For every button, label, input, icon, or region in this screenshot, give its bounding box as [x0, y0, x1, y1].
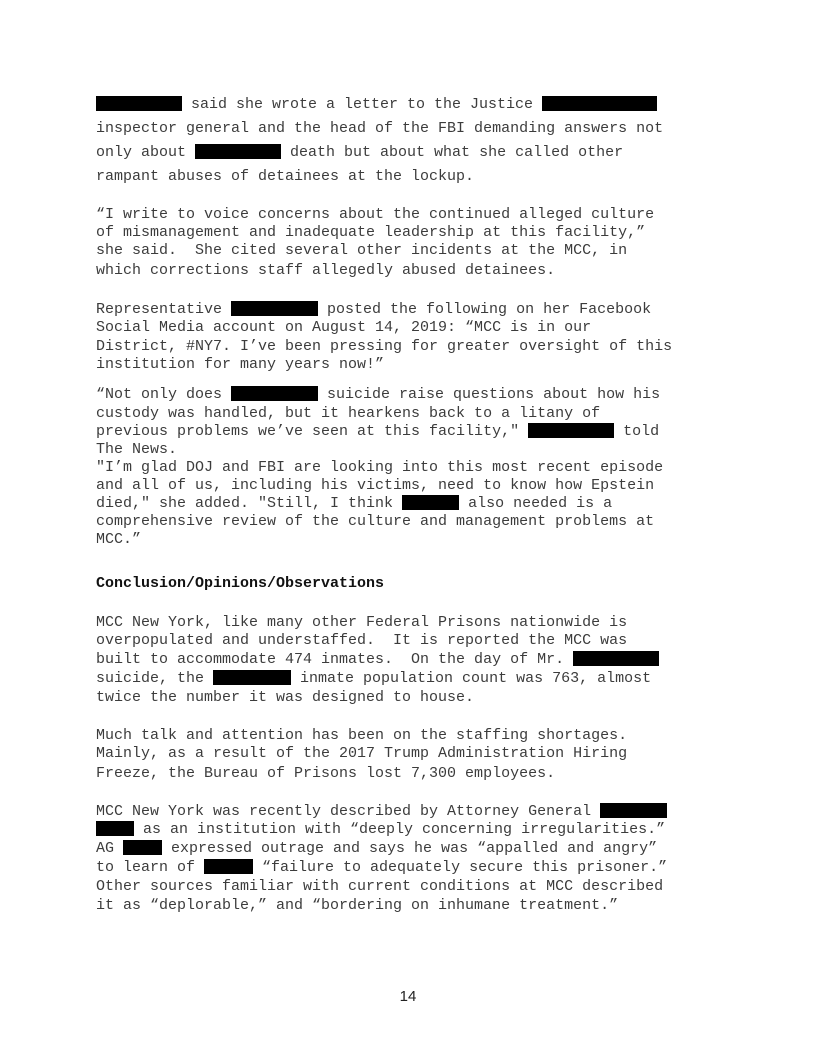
redaction-block	[231, 386, 318, 401]
redaction-block	[204, 859, 253, 874]
p2-line4: which corrections staff allegedly abused detainees.	[96, 262, 556, 279]
p6-line2: Mainly, as a result of the 2017 Trump Administration Hiring	[96, 745, 628, 762]
redaction-block	[573, 651, 659, 666]
redaction-block	[600, 803, 667, 818]
p4-line3: previous problems we’ve seen at this facility," told	[96, 423, 660, 440]
p5-line1: MCC New York, like many other Federal Prisons nationwide is	[96, 614, 628, 631]
redaction-block	[96, 96, 182, 111]
p5-line4: suicide, the inmate population count was 763, almost	[96, 670, 652, 687]
p5-line5: twice the number it was designed to house.	[96, 689, 475, 706]
p3-line1: Representative posted the following on her Facebook	[96, 301, 652, 318]
p4-line2: custody was handled, but it hearkens back to a litany of	[96, 405, 601, 422]
p5-line3: built to accommodate 474 inmates. On the day of Mr.	[96, 651, 659, 669]
p4-line8: comprehensive review of the culture and management problems at	[96, 513, 655, 530]
p3-line2: Social Media account on August 14, 2019: “MCC is in our	[96, 319, 592, 336]
p2-line2: of mismanagement and inadequate leadership at this facility,”	[96, 224, 646, 241]
p4-line9: MCC.”	[96, 531, 142, 548]
p1-line4: rampant abuses of detainees at the lockup.	[96, 168, 475, 185]
p7-line1: MCC New York was recently described by Attorney General	[96, 803, 667, 821]
redaction-block	[542, 96, 657, 111]
redaction-block	[213, 670, 291, 685]
p4-line5: "I’m glad DOJ and FBI are looking into this most recent episode	[96, 459, 664, 476]
redaction-block	[123, 840, 162, 855]
p4-line7: died," she added. "Still, I think also needed is a	[96, 495, 613, 512]
p3-line4: institution for many years now!”	[96, 356, 385, 373]
p1-line3: only about death but about what she called other	[96, 144, 624, 161]
p1-line1: said she wrote a letter to the Justice	[96, 96, 657, 114]
p4-line6: and all of us, including his victims, need to know how Epstein	[96, 477, 655, 494]
p1-line2: inspector general and the head of the FBI demanding answers not	[96, 120, 664, 137]
p2-line3: she said. She cited several other incidents at the MCC, in	[96, 242, 628, 259]
p7-line6: it as “deplorable,” and “bordering on inhumane treatment.”	[96, 897, 619, 914]
redaction-block	[195, 144, 281, 159]
redaction-block	[96, 821, 134, 836]
p6-line1: Much talk and attention has been on the staffing shortages.	[96, 727, 628, 744]
p6-line3: Freeze, the Bureau of Prisons lost 7,300 employees.	[96, 765, 556, 782]
p4-line1: “Not only does suicide raise questions about how his	[96, 386, 661, 403]
p7-line5: Other sources familiar with current conditions at MCC described	[96, 878, 664, 895]
p2-line1: “I write to voice concerns about the continued alleged culture	[96, 206, 655, 223]
p7-line4: to learn of “failure to adequately secure this prisoner.”	[96, 859, 668, 876]
redaction-block	[528, 423, 614, 438]
redaction-block	[402, 495, 459, 510]
p4-line4: The News.	[96, 441, 178, 458]
redaction-block	[231, 301, 318, 316]
p3-line3: District, #NY7. I’ve been pressing for greater oversight of this	[96, 338, 673, 355]
p7-line3: AG expressed outrage and says he was “appalled and angry”	[96, 840, 658, 857]
p5-line2: overpopulated and understaffed. It is reported the MCC was	[96, 632, 628, 649]
page-number: 14	[399, 988, 417, 1005]
p7-line2: as an institution with “deeply concerning irregularities.”	[96, 821, 665, 839]
section-heading: Conclusion/Opinions/Observations	[96, 575, 385, 592]
